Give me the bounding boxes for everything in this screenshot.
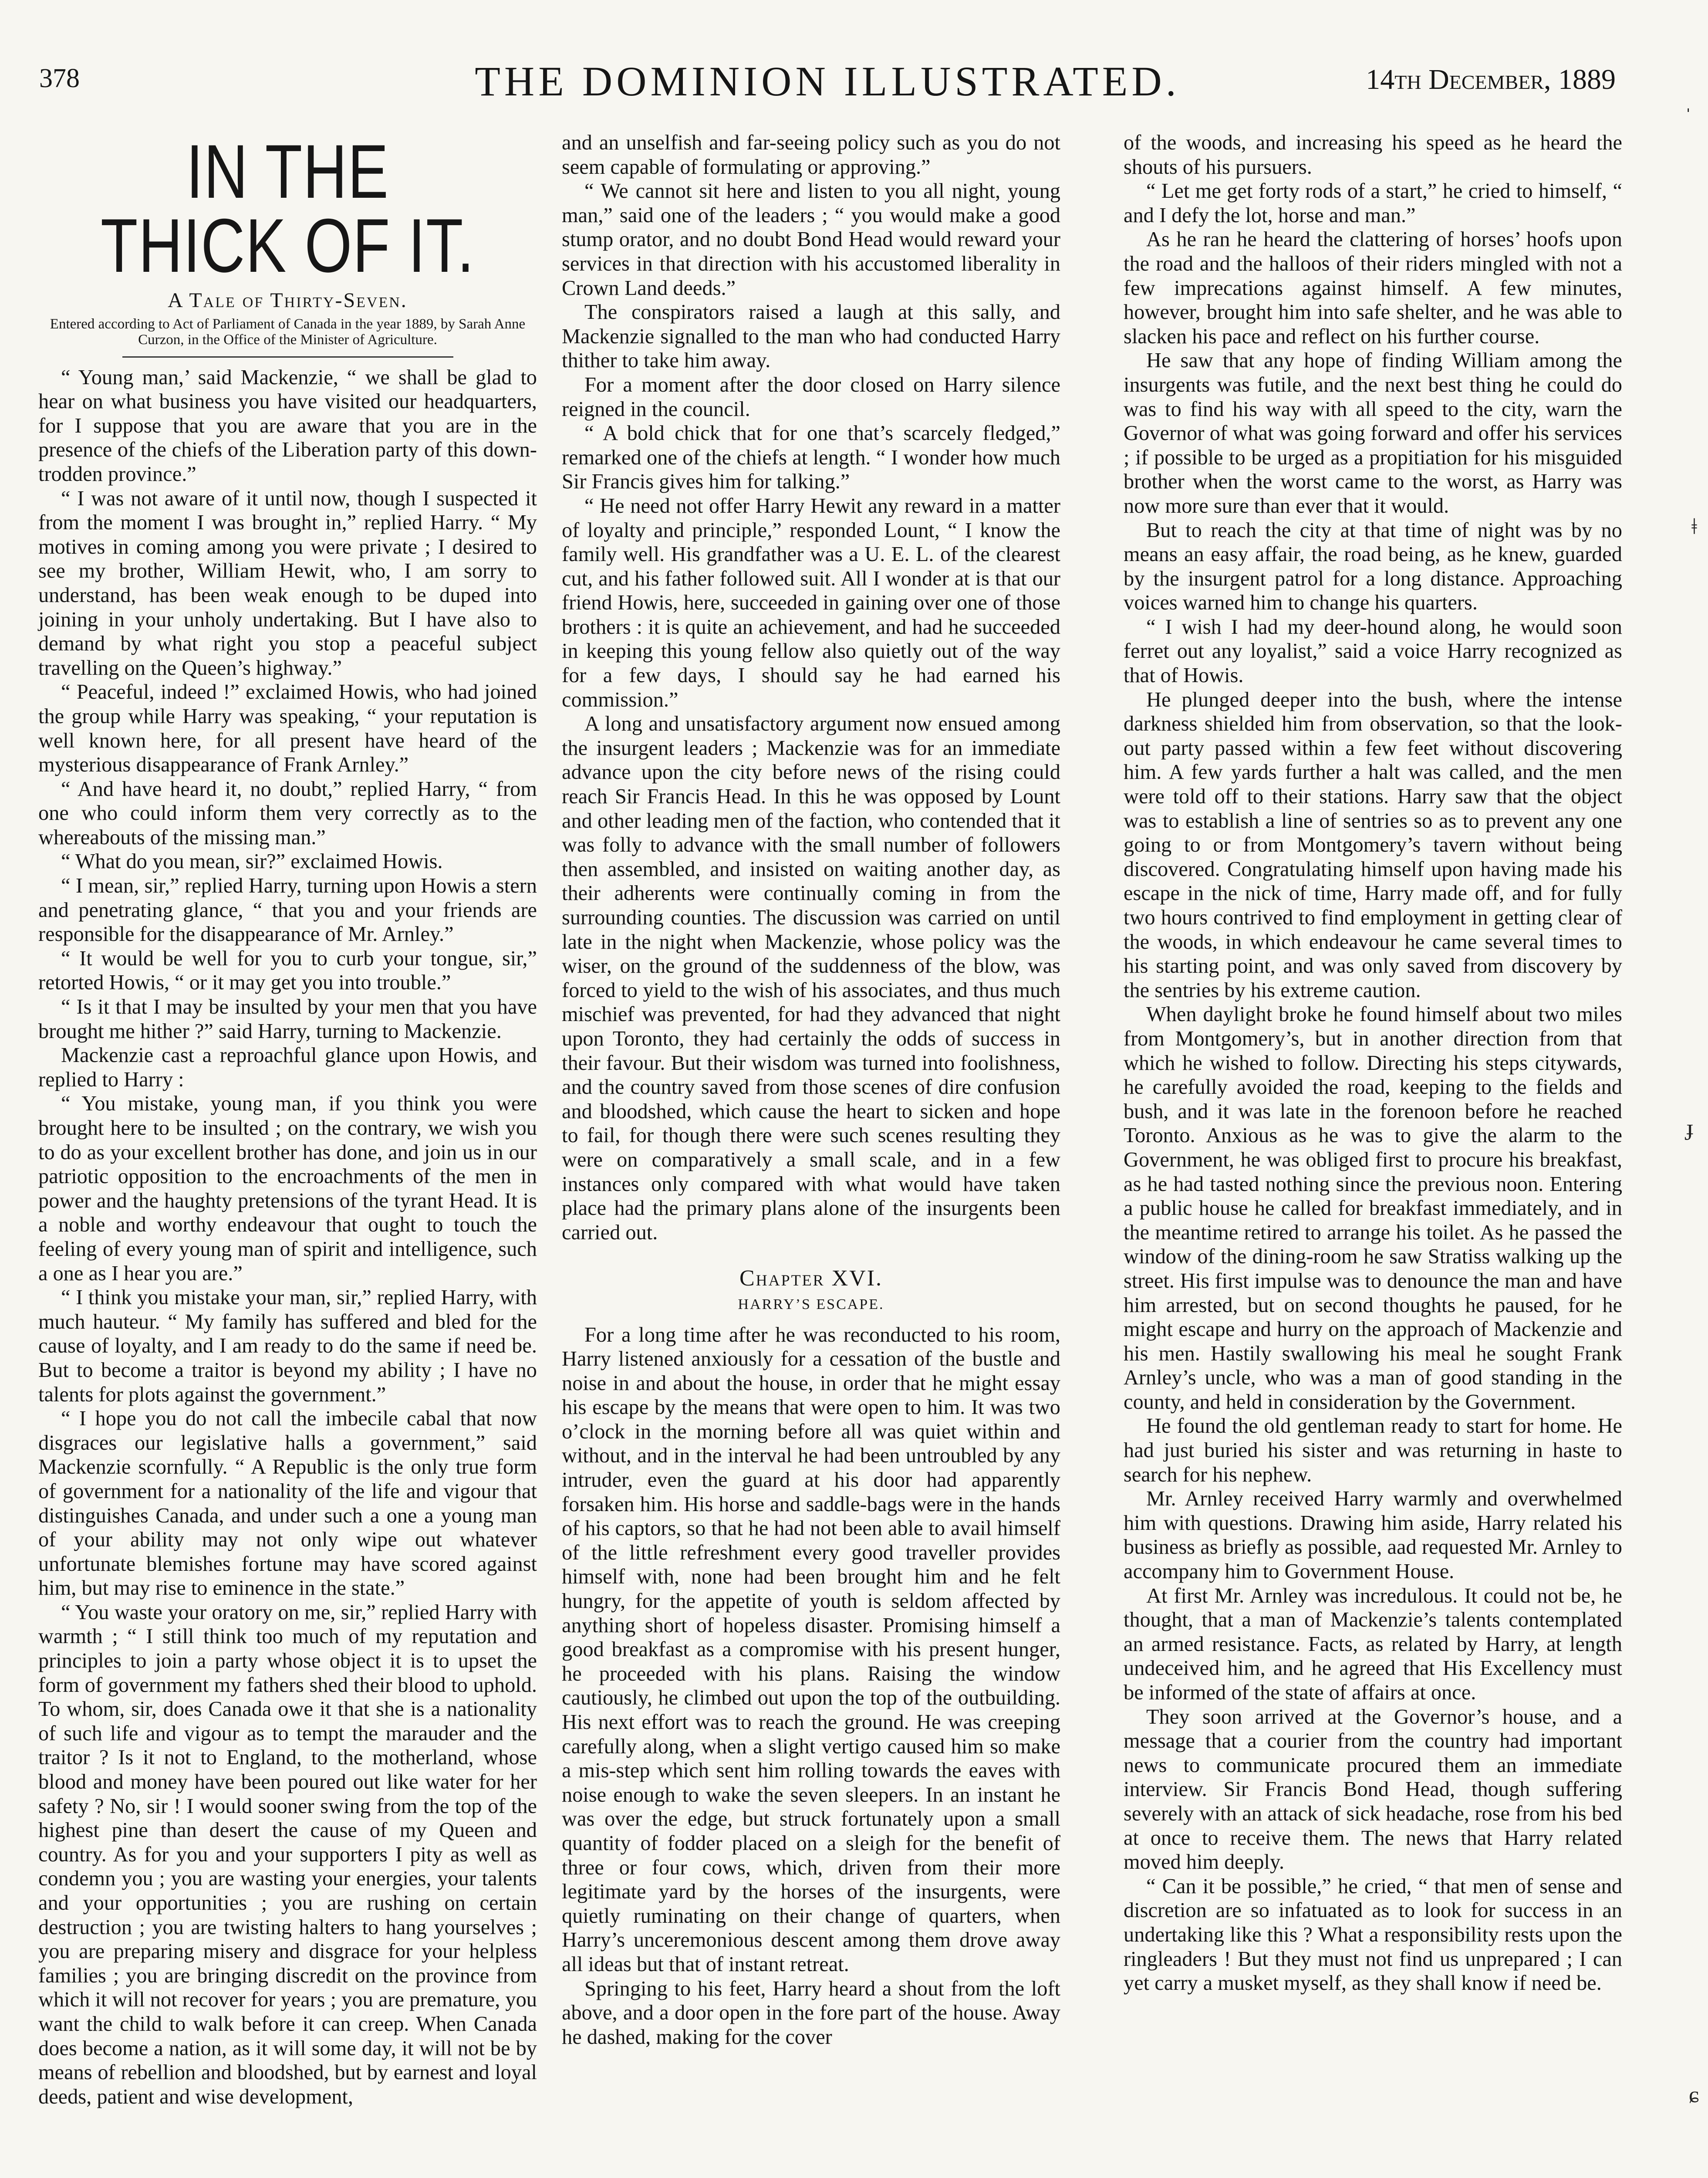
paragraph: “ You mistake, young man, if you think you were brought here to be insulted ; on the contrary, we wish you to do as your excellent brother has done, and join us in our patriotic opposition to the encroachments of the men in power and the haughty pretensions of the tyrant Head. It is a noble and worthy endeavour that ought to touch the feeling of every young man of spirit and intelligence, such a one as I hear you are.” bbox=[38, 1092, 537, 1285]
margin-mark: ɟ bbox=[1686, 1116, 1694, 1140]
paragraph: When daylight broke he found himself about two miles from Montgomery’s, but in another direction from that which he wished to follow. Directing his steps citywards, he carefully avoided the road, keeping to the fields and bush, and it was late in the forenoon before he reached Toronto. Anxious as he was to give the alarm to the Government, he was obliged first to procure his breakfast, as he had tasted nothing since the previous noon. Entering a public house he called for breakfast immediately, and in the meantime retired to arrange his toilet. As he passed the window of the dining-room he saw Stratiss walking up the street. His first impulse was to denounce the man and have him arrested, but on second thoughts he paused, for he might escape and hurry on the approach of Mackenzie and his men. Hastily swallowing his meal he sought Frank Arnley’s uncle, who was a man of good standing in the county, and held in consideration by the Government. bbox=[1124, 1003, 1622, 1414]
title-rule bbox=[122, 356, 453, 358]
paragraph: Springing to his feet, Harry heard a shout from the loft above, and a door open in the fore part of the house. Away he dashed, making for the cover bbox=[562, 1977, 1060, 2049]
paragraph: He found the old gentleman ready to start for home. He had just buried his sister and was returning in haste to search for his nephew. bbox=[1124, 1414, 1622, 1486]
paragraph: “ Can it be possible,” he cried, “ that men of sense and discretion are so infatuated as to look for success in an undertaking like this ? What a responsibility rests upon the ringleaders ! But they must not find us unprepared ; I can yet carry a musket myself, as they shall know if need be. bbox=[1124, 1874, 1622, 1995]
column-1 bbox=[38, 131, 537, 2109]
copyright-notice: Entered according to Act of Parliament of Canada in the year 1889, by Sarah Anne Curzon, in the Office of the Minister of Agriculture. bbox=[50, 316, 526, 348]
paragraph: The conspirators raised a laugh at this sally, and Mackenzie signalled to the man who had conducted Harry thither to take him away. bbox=[562, 301, 1060, 372]
column-2 bbox=[562, 131, 1060, 2049]
page-header bbox=[39, 54, 1616, 120]
paragraph: “ Peaceful, indeed !” exclaimed Howis, who had joined the group while Harry was speaking, “ your reputation is well known here, for all present have heard of the mysterious disappearance of Frank Arnley.” bbox=[38, 680, 537, 777]
paragraph: But to reach the city at that time of night was by no means an easy affair, the road being, as he knew, guarded by the insurgent patrol for a long distance. Approaching voices warned him to change his quarters. bbox=[1124, 518, 1622, 615]
paragraph: A long and unsatisfactory argument now ensued among the insurgent leaders ; Mackenzie was for an immediate advance upon the city before news of the rising could reach Sir Francis Head. In this he was opposed by Lount and other leading men of the faction, who contended that it was folly to advance with the small number of followers then assembled, and insisted on waiting another day, as their adherents were continually coming in from the surrounding counties. The discussion was carried on until late in the night when Mackenzie, whose policy was the wiser, on the ground of the suddenness of the blow, was forced to yield to the wish of his associates, and thus much mischief was prevented, for had they advanced that night upon Toronto, they had certainly the odds of success in their favour. But their wisdom was turned into foolishness, and the country saved from those scenes of dire confusion and bloodshed, which cause the heart to sicken and hope to fail, for though there were such scenes resulting they were on comparatively a small scale, and in a few instances only compared with what would have taken place had the primary plans alone of the insurgents been carried out. bbox=[562, 712, 1060, 1244]
chapter-heading: Chapter XVI. bbox=[739, 1266, 883, 1291]
paragraph: For a long time after he was reconducted to his room, Harry listened anxiously for a cessation of the bustle and noise in and about the house, in order that he might essay his escape by the means that were open to him. It was two o’clock in the morning before all was quiet within and without, and in the interval he had been untroubled by any intruder, even the guard at his door had apparently forsaken him. His horse and saddle-bags were in the hands of his captors, so that he had not been able to avail himself of the little refreshment every good traveller provides himself with, none had been brought him and he felt hungry, for the appetite of youth is seldom affected by anything short of hopeless disaster. Promising himself a good breakfast as a compromise with his present hunger, he proceeded with his plans. Raising the window cautiously, he climbed out upon the top of the outbuilding. His next effort was to reach the ground. He was creeping carefully along, when a slight vertigo caused him so make a mis-step which sent him rolling towards the eaves with noise enough to wake the seven sleepers. In an instant he was over the edge, but struck fortunately upon a small quantity of fodder placed on a sleigh for the benefit of three or four cows, which, driven from their more legitimate yard by the horses of the insurgents, were quietly ruminating on their change of quarters, when Harry’s unceremonious descent among them drove away all ideas but that of instant retreat. bbox=[562, 1323, 1060, 1976]
paragraph: “ We cannot sit here and listen to you all night, young man,” said one of the leaders ; “ you would make a good stump orator, and no doubt Bond Head would reward your services in that direction with his accustomed liberality in Crown Land deeds.” bbox=[562, 179, 1060, 300]
paragraph: Mr. Arnley received Harry warmly and overwhelmed him with questions. Drawing him aside, Harry related his business as briefly as possible, aad requested Mr. Arnley to accompany him to Government House. bbox=[1124, 1487, 1622, 1583]
paragraph: of the woods, and increasing his speed as he heard the shouts of his pursuers. bbox=[1124, 131, 1622, 179]
paragraph: “ It would be well for you to curb your tongue, sir,” retorted Howis, “ or it may get you into trouble.” bbox=[38, 947, 537, 994]
paragraph: “ I mean, sir,” replied Harry, turning upon Howis a stern and penetrating glance, “ that you and your friends are responsible for the disappearance of Mr. Arnley.” bbox=[38, 874, 537, 946]
publication-masthead: THE DOMINION ILLUSTRATED. bbox=[475, 58, 1180, 105]
article-subtitle: A Tale of Thirty-Seven. bbox=[168, 289, 408, 312]
paragraph: “ A bold chick that for one that’s scarcely fledged,” remarked one of the chiefs at length. “ I wonder how much Sir Francis gives him for talking.” bbox=[562, 422, 1060, 494]
issue-date: 14th December, 1889 bbox=[1366, 64, 1616, 95]
paragraph: They soon arrived at the Governor’s house, and a message that a courier from the country had important news to communicate procured them an immediate interview. Sir Francis Bond Head, though suffering severely with an attack of sick headache, rose from his bed at once to receive them. The news that Harry related moved him deeply. bbox=[1124, 1705, 1622, 1874]
article-title: IN THE THICK OF IT. bbox=[100, 129, 475, 288]
paragraph: “ What do you mean, sir?” exclaimed Howis. bbox=[61, 850, 443, 873]
margin-mark: ɕ bbox=[1689, 2083, 1699, 2107]
paragraph: For a moment after the door closed on Harry silence reigned in the council. bbox=[562, 373, 1060, 421]
paragraph: “ I was not aware of it until now, though I suspected it from the moment I was brought in,” replied Harry. “ My motives in coming among you were private ; I desired to see my brother, William Hewit, who, I am sorry to understand, has been weak enough to be duped into joining in your unholy undertaking. But I have also to demand by what right you stop a peaceful subject travelling on the Queen’s highway.” bbox=[38, 487, 537, 680]
paragraph: “ I hope you do not call the imbecile cabal that now disgraces our legislative halls a government,” said Mackenzie scornfully. “ A Republic is the only true form of government for a nationality of the life and vigour that distinguishes Canada, and under such a one a young man of your ability may not only wipe out whatever unfortunate blemishes fortune may have scored against him, but may rise to eminence in the state.” bbox=[38, 1407, 537, 1600]
margin-mark: ˌ bbox=[1684, 88, 1692, 112]
paragraph: “ Is it that I may be insulted by your men that you have brought me hither ?” said Harry, turning to Mackenzie. bbox=[38, 995, 537, 1043]
paragraph: He saw that any hope of finding William among the insurgents was futile, and the next best thing he could do was to find his way with all speed to the city, warn the Governor of what was going forward and offer his services ; if possible to be urged as a propitiation for his misguided brother when the worst came to the worst, as Harry was now more sure than ever that it would. bbox=[1124, 349, 1622, 517]
paragraph: As he ran he heard the clattering of horses’ hoofs upon the road and the halloos of their riders mingled with not a few imprecations against himself. A few minutes, however, brought him into safe shelter, and he was able to slacken his pace and reflect on his further course. bbox=[1124, 228, 1622, 348]
paragraph: “ I wish I had my deer-hound along, he would soon ferret out any loyalist,” said a voice Harry recognized as that of Howis. bbox=[1124, 615, 1622, 687]
paragraph: “ You waste your oratory on me, sir,” replied Harry with warmth ; “ I still think too much of my reputation and principles to join a party whose object it is to upset the form of government my fathers shed their blood to uphold. To whom, sir, does Canada owe it that she is a nationality of such life and vigour as to tempt the marauder and the traitor ? Is it not to England, to the motherland, whose blood and money have been poured out like water for her safety ? No, sir ! I would sooner swing from the top of the highest pine than desert the cause of my Queen and country. As for you and your supporters I pity as well as condemn you ; you are wasting your energies, your talents and your opportunities ; you are rushing on certain destruction ; you are twisting halters to hang yourselves ; you are preparing misery and disgrace for your helpless families ; you are bringing discredit on the province from which it will not recover for years ; you are premature, you want the child to walk before it can creep. When Canada does become a nation, as it will some day, it will not be by means of rebellion and bloodshed, but by earnest and loyal deeds, patient and wise development, bbox=[38, 1600, 537, 2108]
chapter-title: HARRY’S ESCAPE. bbox=[738, 1296, 884, 1312]
column-3 bbox=[1124, 131, 1622, 1995]
page-number: 378 bbox=[39, 64, 80, 93]
paragraph: and an unselfish and far-seeing policy such as you do not seem capable of formulating or approving.” bbox=[562, 131, 1060, 179]
paragraph: He plunged deeper into the bush, where the intense darkness shielded him from observation, so that the look-out party passed within a few feet without discovering him. A few yards further a halt was called, and the men were told off to their stations. Harry saw that the object was to establish a line of sentries so as to prevent any one going to or from Montgomery’s tavern without being discovered. Congratulating himself upon having made his escape in the nick of time, Harry made off, and for fully two hours contrived to find employment in getting clear of the woods, in which endeavour he came several times to his starting point, and was only saved from discovery by the sentries by his extreme caution. bbox=[1124, 688, 1622, 1002]
paragraph: “ Young man,’ said Mackenzie, “ we shall be glad to hear on what business you have visited our headquarters, for I suppose that you are aware that you are in the presence of the chiefs of the Liberation party of this down-trodden province.” bbox=[38, 365, 537, 486]
paragraph: “ Let me get forty rods of a start,” he cried to himself, “ and I defy the lot, horse and man.” bbox=[1124, 179, 1622, 227]
paragraph: “ I think you mistake your man, sir,” replied Harry, with much hauteur. “ My family has suffered and bled for the cause of loyalty, and I am ready to do the same if need be. But to become a traitor is beyond my ability ; I have no talents for plots against the government.” bbox=[38, 1286, 537, 1406]
margin-mark: ǂ bbox=[1691, 514, 1697, 539]
paragraph: “ He need not offer Harry Hewit any reward in a matter of loyalty and principle,” responded Lount, “ I know the family well. His grandfather was a U. E. L. of the clearest cut, and his father followed suit. All I wonder at is that our friend Howis, here, succeeded in gaining over one of those brothers : it is quite an achievement, and had he succeeded in keeping this young fellow also quietly out of the way for a few days, I should say he had earned his commission.” bbox=[562, 494, 1060, 711]
paragraph: Mackenzie cast a reproachful glance upon Howis, and replied to Harry : bbox=[38, 1044, 537, 1091]
paragraph: At first Mr. Arnley was incredulous. It could not be, he thought, that a man of Mackenzie’s talents contemplated an armed resistance. Facts, as related by Harry, at length undeceived him, and he agreed that His Excellency must be informed of the state of affairs at once. bbox=[1124, 1584, 1622, 1704]
paragraph: “ And have heard it, no doubt,” replied Harry, “ from one who could inform them very correctly as to the whereabouts of the missing man.” bbox=[38, 777, 537, 849]
